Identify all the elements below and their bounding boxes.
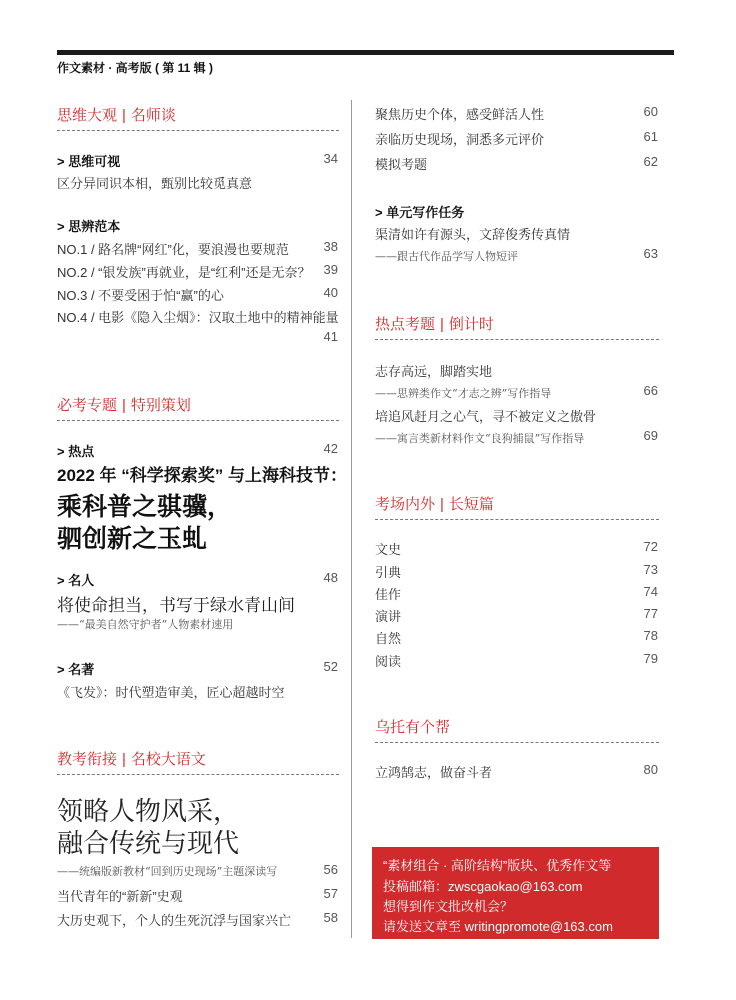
toc-entry[interactable]: 渠清如许有源头，文辞俊秀传真情	[375, 227, 571, 242]
section-title-text: 必考专题	[57, 397, 118, 414]
dashed-divider	[57, 130, 339, 131]
toc-entry[interactable]: 大历史观下，个人的生死沉浮与国家兴亡	[57, 913, 292, 928]
dashed-divider	[57, 774, 339, 775]
page-number: 38	[323, 239, 338, 254]
section-separator: |	[440, 316, 444, 333]
page-number: 62	[643, 154, 658, 169]
section-title-utopia	[375, 716, 450, 737]
dashed-divider	[375, 742, 659, 743]
masthead: 作文素材 · 高考版 ( 第 11 辑 )	[57, 61, 214, 75]
section-separator: |	[122, 751, 126, 768]
top-rule	[57, 50, 674, 55]
page-number: 57	[323, 886, 338, 901]
section-title-hot-exams	[375, 313, 494, 334]
page-number: 52	[323, 659, 338, 674]
column-divider	[351, 100, 352, 938]
section-title-text: 热点考题	[375, 316, 436, 333]
entry-note: ——寓言类新材料作文“良狗捕鼠”写作指导	[375, 432, 585, 445]
page-number: 80	[643, 762, 658, 777]
box-line-columns: “素材组合 · 高阶结构”版块、优秀作文等	[383, 858, 612, 873]
subhead-celebrity: > 名人	[57, 573, 95, 588]
page-number: 79	[643, 651, 658, 666]
dashed-divider	[375, 339, 659, 340]
page-number: 42	[323, 441, 338, 456]
page-number: 77	[643, 606, 658, 621]
section-title-text: 思维大观	[57, 107, 118, 124]
toc-entry[interactable]: 培追风赶月之心气，寻不被定义之傲骨	[375, 409, 597, 424]
section-subtitle-text: 名校大语文	[130, 751, 206, 768]
entry-note: ——跟古代作品学写人物短评	[375, 250, 518, 263]
page-number: 66	[643, 383, 658, 398]
page-number: 41	[323, 329, 338, 344]
subhead-visual-thinking: > 思维可视	[57, 154, 121, 169]
section-title-linkage	[57, 748, 206, 769]
page-number: 58	[323, 910, 338, 925]
toc-entry[interactable]: 亲临历史现场，洞悉多元评价	[375, 132, 545, 147]
toc-entry[interactable]: 模拟考题	[375, 157, 428, 172]
page-number: 63	[643, 246, 658, 261]
toc-entry[interactable]: 引典	[375, 565, 402, 580]
page-number: 73	[643, 562, 658, 577]
section-separator: |	[440, 496, 444, 513]
toc-entry[interactable]: 区分异同识本相，甄别比较觅真意	[57, 176, 253, 191]
subhead-unit-writing: > 单元写作任务	[375, 205, 465, 220]
page-number: 69	[643, 428, 658, 443]
section-subtitle-text: 长短篇	[448, 496, 494, 513]
toc-entry[interactable]: 佳作	[375, 587, 402, 602]
page-number: 78	[643, 628, 658, 643]
toc-entry[interactable]: NO.4 / 电影《隐入尘烟》：汉取土地中的精神能量	[57, 310, 339, 325]
feature-subtitle[interactable]: 2022 年 “科学探索奖” 与上海科技节：	[57, 466, 347, 485]
toc-entry[interactable]: 当代青年的“新新”史观	[57, 889, 183, 904]
page-number: 61	[643, 129, 658, 144]
dashed-divider	[375, 519, 659, 520]
section-subtitle-text: 名师谈	[130, 107, 176, 124]
section-subtitle-text: 特别策划	[130, 397, 191, 414]
feature-headline-line1[interactable]: 领略人物风采，	[57, 796, 240, 826]
subhead-hot: > 热点	[57, 444, 95, 459]
page-number: 39	[323, 262, 338, 277]
page-number: 56	[323, 862, 338, 877]
section-title-special	[57, 394, 191, 415]
entry-note: ——思辨类作文“才志之辨”写作指导	[375, 387, 552, 400]
section-title-thinking	[57, 104, 176, 125]
toc-entry[interactable]: 自然	[375, 631, 402, 646]
toc-entry[interactable]: 文史	[375, 542, 402, 557]
dashed-divider	[57, 420, 339, 421]
page-number: 60	[643, 104, 658, 119]
toc-entry[interactable]: NO.3 / 不要受困于怕“赢”的心	[57, 288, 224, 303]
toc-entry[interactable]: 立鸿鹄志，做奋斗者	[375, 765, 493, 780]
submission-info-box	[372, 847, 659, 939]
box-line-email[interactable]: 投稿邮箱：zwscgaokao@163.com	[383, 879, 583, 894]
toc-entry[interactable]: NO.1 / 路名牌“网红”化，要浪漫也要规范	[57, 242, 289, 257]
feature-headline-line2[interactable]: 融合传统与现代	[57, 828, 240, 858]
toc-entry[interactable]: 阅读	[375, 654, 402, 669]
feature-title-line1[interactable]: 乘科普之骐骥，	[57, 493, 233, 521]
box-line-email-2[interactable]: 请发送文章至 writingpromote@163.com	[383, 919, 613, 934]
toc-entry[interactable]: 演讲	[375, 609, 402, 624]
toc-entry[interactable]: NO.2 / “银发族”再就业，是“红利”还是无奈？	[57, 265, 311, 280]
section-title-text: 考场内外	[375, 496, 436, 513]
section-title-exam-room	[375, 493, 494, 514]
toc-entry[interactable]: 《飞发》：时代塑造审美，匠心超越时空	[57, 685, 285, 700]
page-number: 40	[323, 285, 338, 300]
page-number: 74	[643, 584, 658, 599]
toc-entry[interactable]: 聚焦历史个体，感受鲜活人性	[375, 107, 545, 122]
section-separator: |	[122, 107, 126, 124]
section-subtitle-text: 倒计时	[448, 316, 494, 333]
entry-note: ——“最美自然守护者”人物素材速用	[57, 618, 234, 631]
page-number: 72	[643, 539, 658, 554]
section-title-text: 教考衔接	[57, 751, 118, 768]
page-number: 34	[323, 151, 338, 166]
subhead-thinking-models: > 思辨范本	[57, 219, 121, 234]
feature-title-line2[interactable]: 驷创新之玉虬	[57, 525, 208, 553]
section-title-text: 乌托有个帮	[375, 719, 451, 736]
page-number: 48	[323, 570, 338, 585]
subhead-classics: > 名著	[57, 662, 95, 677]
entry-note: ——统编版新教材“回到历史现场”主题深读写	[57, 865, 278, 878]
toc-entry[interactable]: 志存高远，脚踏实地	[375, 364, 493, 379]
box-line-question: 想得到作文批改机会？	[383, 899, 514, 914]
section-separator: |	[122, 397, 126, 414]
toc-entry-large[interactable]: 将使命担当，书写于绿水青山间	[57, 596, 295, 615]
